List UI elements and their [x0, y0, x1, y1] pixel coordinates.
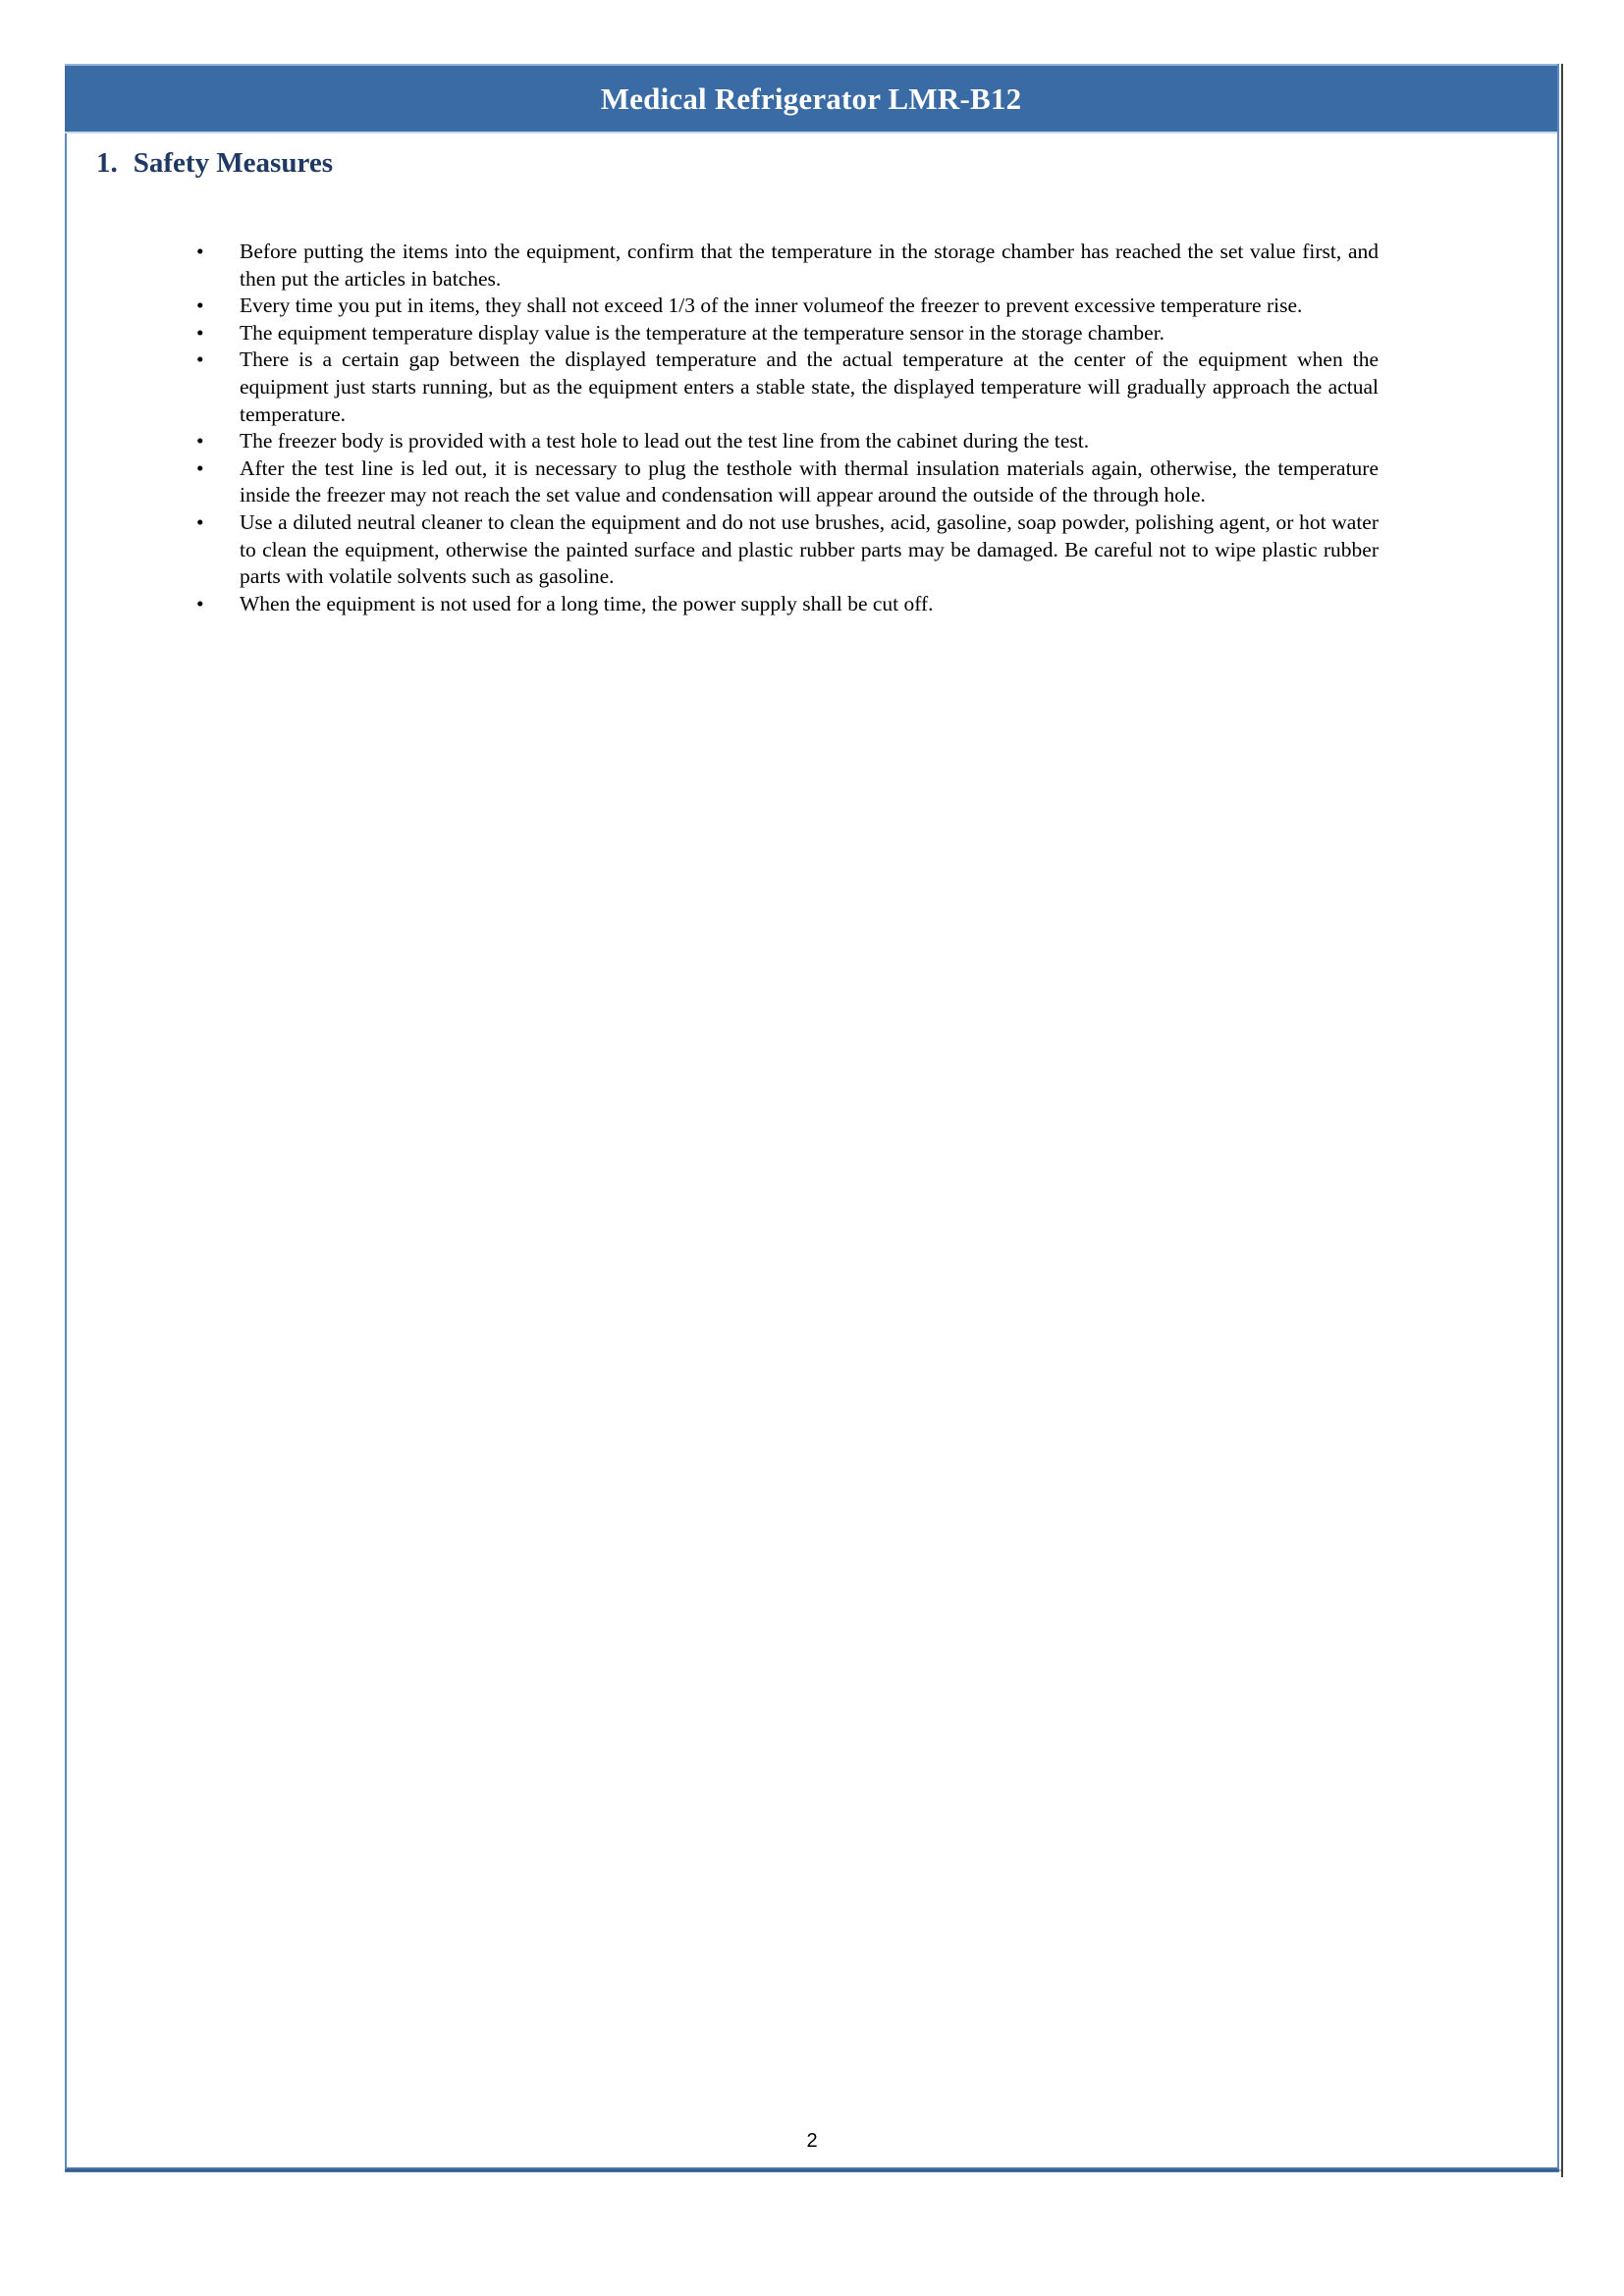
bullet-marker-icon: •: [196, 429, 204, 454]
list-item: [192, 455, 1379, 509]
bullet-marker-icon: •: [196, 347, 204, 372]
bullet-marker-icon: •: [196, 294, 204, 318]
bullet-marker-icon: •: [196, 320, 204, 345]
bullet-marker-icon: •: [196, 455, 204, 480]
list-item-text: The equipment temperature display value is the temperature at the temperature sensor in the storage chamber.: [240, 320, 1165, 345]
bullet-marker-icon: •: [196, 240, 204, 263]
bullet-marker-icon: •: [196, 591, 204, 615]
list-item-text: Every time you put in items, they shall not exceed 1/3 of the inner volumeof the freezer to prevent excessive temperature rise.: [240, 294, 1303, 318]
bullet-marker-icon: •: [196, 509, 204, 534]
page-number: 2: [806, 2130, 818, 2152]
list-item: [192, 239, 1379, 293]
list-item-text: There is a certain gap between the displayed temperature and the actual temperature at the center of the equipment when the equipment just starts running, but as the equipment enters a stable state, the displayed temperature will gradually approach the actual temperature.: [240, 347, 1379, 426]
list-item-text: The freezer body is provided with a test hole to lead out the test line from the cabinet during the test.: [240, 429, 1090, 454]
document-title: Medical Refrigerator LMR-B12: [600, 81, 1022, 116]
list-item-text: When the equipment is not used for a long time, the power supply shall be cut off.: [240, 591, 934, 615]
list-item: [192, 428, 1379, 455]
page-border-bottom-shadow: [65, 2169, 1563, 2171]
list-item-text: Use a diluted neutral cleaner to clean the equipment and do not use brushes, acid, gasoline, soap powder, polishing agent, or hot water to clean the equipment, otherwise the painted surface and plastic rubber parts may be damaged. Be careful not to wipe plastic rubber parts with volatile solvents such as gasoline.: [240, 509, 1379, 589]
list-item-text: After the test line is led out, it is necessary to plug the testhole with thermal insulation materials again, otherwise, the temperature inside the freezer may not reach the set value and condensation will appear around the outside of the through hole.: [240, 455, 1379, 507]
list-item: [192, 347, 1379, 428]
safety-measures-list: [192, 239, 1379, 617]
list-item: [192, 293, 1379, 320]
list-item: [192, 320, 1379, 347]
section-heading: [96, 147, 333, 180]
section-number: 1.: [96, 147, 118, 179]
document-header-banner: [65, 64, 1557, 133]
list-item-text: Before putting the items into the equipment, confirm that the temperature in the storage chamber has reached the set value first, and then put the articles in batches.: [240, 240, 1379, 291]
list-item: [192, 509, 1379, 591]
page-border-right-shadow: [1561, 64, 1563, 2177]
list-item: [192, 591, 1379, 618]
section-heading-label: Safety Measures: [133, 147, 333, 179]
